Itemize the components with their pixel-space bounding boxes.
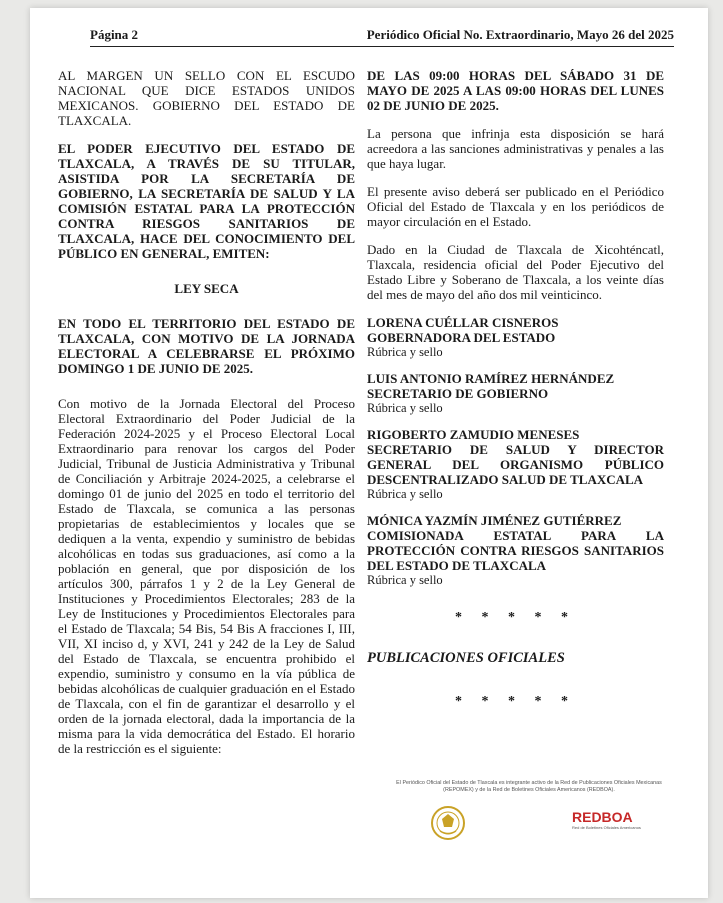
signature-block: [367, 371, 664, 416]
redboa-logo-subtitle: Red de Boletines Oficiales Americanos: [572, 825, 641, 830]
separator-stars-bottom: * * * * *: [455, 694, 576, 709]
signature-block: [367, 513, 664, 588]
publication-title: Periódico Oficial No. Extraordinario, Mayo 26 del 2025: [366, 27, 674, 42]
redboa-logo-text: REDBOA: [572, 809, 633, 825]
publication-footnote: El Periódico Oficial del Estado de Tlaxcala es integrante activo de la Red de Publicaciones Oficiales Mexicanas (REPOMEX) y de la Red de Boletines Oficiales Americanos (REDBOA).: [396, 780, 662, 793]
signatory-role: SECRETARIO DE GOBIERNO: [367, 386, 549, 401]
signatory-role: COMISIONADA ESTATAL PARA LA PROTECCIÓN CONTRA RIESGOS SANITARIOS DEL ESTADO DE TLAXCALA: [367, 528, 664, 573]
penalty-paragraph: La persona que infrinja esta disposición se hará acreedora a las sanciones administrativas y penales a las que haya lugar.: [367, 126, 664, 171]
given-paragraph: Dado en la Ciudad de Tlaxcala de Xicohténcatl, Tlaxcala, residencia oficial del Poder Ejecutivo del Estado Libre y Soberano de Tlaxcala, a los veinte días del mes de mayo del año dos mil veinticinco.: [367, 242, 664, 302]
separator-stars: * * * * *: [455, 610, 576, 625]
publish-paragraph: El presente aviso deberá ser publicado en el Periódico Oficial del Estado de Tlaxcala y en los periódicos de mayor circulación en el Estado.: [367, 184, 664, 229]
scope-paragraph: EN TODO EL TERRITORIO DEL ESTADO DE TLAXCALA, CON MOTIVO DE LA JORNADA ELECTORAL A CELEBRARSE EL PRÓXIMO DOMINGO 1 DE JUNIO DE 2025.: [58, 316, 355, 376]
signatory-role: SECRETARIO DE SALUD Y DIRECTOR GENERAL DEL ORGANISMO PÚBLICO DESCENTRALIZADO SALUD DE TLAXCALA: [367, 442, 664, 487]
signature-block: [367, 427, 664, 502]
footer-logos: [430, 805, 660, 850]
right-column: [367, 68, 664, 735]
signatory-rubric: Rúbrica y sello: [367, 487, 443, 501]
page-number: Página 2: [90, 27, 139, 42]
signatory-name: MÓNICA YAZMÍN JIMÉNEZ GUTIÉRREZ: [367, 513, 622, 528]
redboa-logo: [572, 809, 660, 843]
section-title: PUBLICACIONES OFICIALES: [367, 650, 565, 666]
body-paragraph: Con motivo de la Jornada Electoral del Proceso Electoral Extraordinario del Poder Judicial de la Federación 2024-2025 y el Proceso Electoral Local Extraordinario para renovar los cargos del Poder Judicial, Tribunal de Justicia Administrativa y Tribunal de Conciliación y Arbitraje 2024-2025, a celebrarse el domingo 01 de junio del 2025 en todo el territorio del Estado de Tlaxcala, se comunica a las personas propietarias de establecimientos y locales que se dediquen a la venta, expendio y suministro de bebidas alcohólicas en todas sus graduaciones, así como a la población en general, que por disposición de los artículos 300, párrafos 1 y 2 de la Ley General de Instituciones y Procedimientos Electorales; 283 de la Ley de Instituciones y Procedimientos Electorales para el Estado de Tlaxcala; 54 Bis, 54 Bis A fracciones I, III, VII, XI inciso d, y XVI, 241 y 242 de la Ley de Salud del Estado de Tlaxcala, se encuentra prohibido el expendio, suministro y consumo en la vía pública de bebidas alcohólicas de cualquier graduación en el Estado de Tlaxcala, con el fin de garantizar el desarrollo y el orden de la jornada electoral, dada la importancia de la misma para la vida democrática del Estado. El horario de la restricción es el siguiente:: [58, 396, 355, 756]
page-header: [90, 27, 674, 47]
document-title: LEY SECA: [174, 281, 239, 296]
signatory-rubric: Rúbrica y sello: [367, 345, 443, 359]
signatory-rubric: Rúbrica y sello: [367, 401, 443, 415]
repomex-seal-icon: [430, 805, 466, 841]
signature-block: [367, 315, 664, 360]
signatory-name: LORENA CUÉLLAR CISNEROS: [367, 315, 559, 330]
left-column: [58, 68, 355, 769]
signatory-rubric: Rúbrica y sello: [367, 573, 443, 587]
signatory-name: LUIS ANTONIO RAMÍREZ HERNÁNDEZ: [367, 371, 615, 386]
schedule-paragraph: DE LAS 09:00 HORAS DEL SÁBADO 31 DE MAYO DE 2025 A LAS 09:00 HORAS DEL LUNES 02 DE JUNIO DE 2025.: [367, 68, 664, 113]
intro-paragraph: AL MARGEN UN SELLO CON EL ESCUDO NACIONAL QUE DICE ESTADOS UNIDOS MEXICANOS. GOBIERNO DEL ESTADO DE TLAXCALA.: [58, 68, 355, 128]
signatory-role: GOBERNADORA DEL ESTADO: [367, 330, 556, 345]
signatory-name: RIGOBERTO ZAMUDIO MENESES: [367, 427, 580, 442]
issuer-paragraph: EL PODER EJECUTIVO DEL ESTADO DE TLAXCALA, A TRAVÉS DE SU TITULAR, ASISTIDA POR LA SECRETARÍA DE GOBIERNO, LA SECRETARÍA DE SALUD Y LA COMISIÓN ESTATAL PARA LA PROTECCIÓN CONTRA RIESGOS SANITARIOS DE TLAXCALA, HACE DEL CONOCIMIENTO DEL PÚBLICO EN GENERAL, EMITEN:: [58, 141, 355, 261]
